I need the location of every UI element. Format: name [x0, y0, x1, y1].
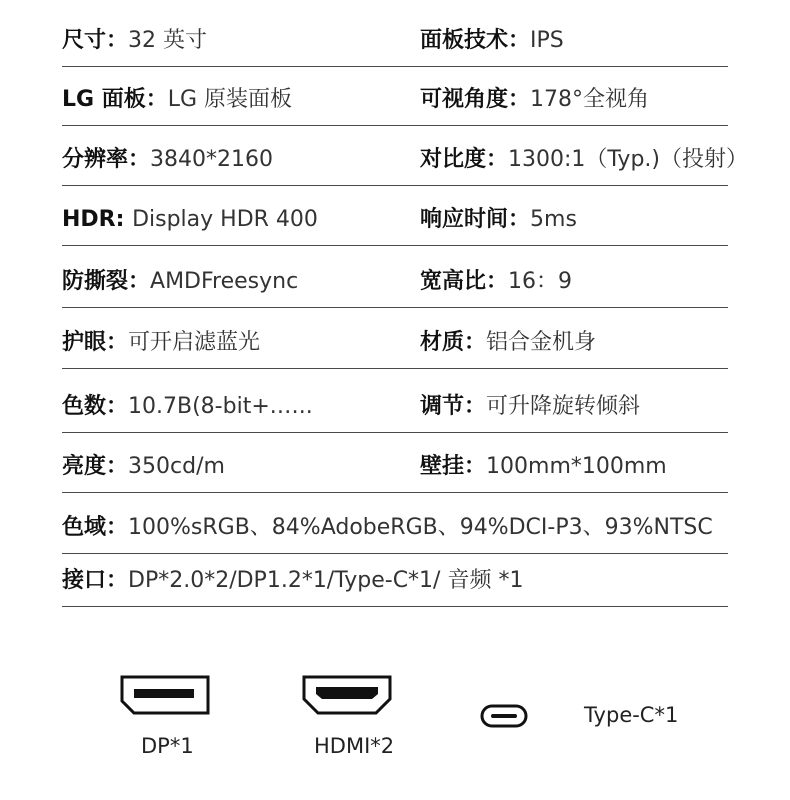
- spec-row: [62, 308, 728, 369]
- spec-value: 可升降旋转倾斜: [486, 394, 641, 419]
- spec-value: DP*2.0*2/DP1.2*1/Type-C*1/ 音频 *1: [128, 568, 524, 593]
- spec-row: [62, 433, 728, 493]
- spec-panel: [62, 89, 292, 125]
- spec-value: 3840*2160: [150, 147, 273, 172]
- spec-material: [420, 332, 596, 368]
- spec-response-time: [420, 209, 577, 245]
- spec-value: 16：9: [508, 269, 573, 294]
- spec-label: 接口：: [62, 568, 129, 593]
- spec-label: 分辨率：: [62, 147, 151, 172]
- spec-label: 色域：: [62, 515, 129, 540]
- spec-value: 32 英寸: [128, 28, 208, 53]
- port-illustrations: [0, 660, 790, 800]
- spec-brightness: [62, 456, 225, 492]
- spec-row: [62, 126, 748, 186]
- spec-value: 5ms: [530, 207, 577, 232]
- spec-label: HDR:: [62, 207, 133, 232]
- hdmi-icon: [302, 675, 392, 715]
- spec-value: 100mm*100mm: [486, 454, 667, 479]
- spec-label: 亮度：: [62, 454, 129, 479]
- spec-viewing-angle: [420, 89, 649, 125]
- spec-row: [62, 554, 728, 607]
- spec-label: 护眼：: [62, 330, 129, 355]
- spec-hdr: [62, 209, 318, 245]
- spec-value: IPS: [530, 28, 564, 53]
- spec-value: Display HDR 400: [132, 207, 318, 232]
- spec-panel-tech: [420, 30, 564, 66]
- spec-value: 10.7B(8-bit+.…..: [128, 394, 313, 419]
- spec-value: 1300:1（Typ.)（投射）: [508, 147, 748, 172]
- spec-eye-care: [62, 332, 260, 368]
- spec-value: 100%sRGB、84%AdobeRGB、94%DCI-P3、93%NTSC: [128, 515, 713, 540]
- spec-resolution: [62, 149, 273, 185]
- spec-wall-mount: [420, 456, 667, 492]
- spec-value: 铝合金机身: [486, 330, 597, 355]
- spec-row: [62, 369, 728, 433]
- displayport-icon: [120, 675, 210, 715]
- spec-label: 宽高比：: [420, 269, 509, 294]
- hdmi-label: HDMI*2: [314, 734, 395, 758]
- spec-label: 可视角度：: [420, 87, 531, 112]
- spec-color-gamut: [62, 517, 713, 553]
- spec-value: 178°全视角: [530, 87, 650, 112]
- spec-anti-tearing: [62, 271, 298, 307]
- spec-label: 面板技术：: [420, 28, 531, 53]
- dp-label: DP*1: [141, 734, 194, 758]
- spec-table: [62, 20, 748, 607]
- spec-color-depth: [62, 396, 313, 432]
- spec-value: 可开启滤蓝光: [128, 330, 261, 355]
- spec-label: 防撕裂：: [62, 269, 151, 294]
- spec-value: LG 原装面板: [167, 87, 293, 112]
- spec-row: [62, 493, 728, 554]
- spec-value: 350cd/m: [128, 454, 225, 479]
- spec-row: [62, 20, 728, 67]
- spec-label: 壁挂：: [420, 454, 487, 479]
- spec-label: 响应时间：: [420, 207, 531, 232]
- usb-c-icon: [480, 704, 528, 728]
- spec-label: 材质：: [420, 330, 487, 355]
- spec-interfaces: [62, 570, 523, 606]
- spec-label: 调节：: [420, 394, 487, 419]
- spec-size: [62, 30, 207, 66]
- spec-label: LG 面板：: [62, 87, 168, 112]
- spec-label: 尺寸：: [62, 28, 129, 53]
- spec-label: 色数：: [62, 394, 129, 419]
- spec-row: [62, 186, 728, 246]
- spec-row: [62, 246, 728, 308]
- typec-label: Type-C*1: [584, 703, 679, 727]
- spec-aspect-ratio: [420, 271, 572, 307]
- spec-adjustment: [420, 396, 640, 432]
- spec-contrast: [420, 149, 748, 185]
- spec-label: 对比度：: [420, 147, 509, 172]
- spec-value: AMDFreesync: [150, 269, 299, 294]
- spec-row: [62, 67, 728, 126]
